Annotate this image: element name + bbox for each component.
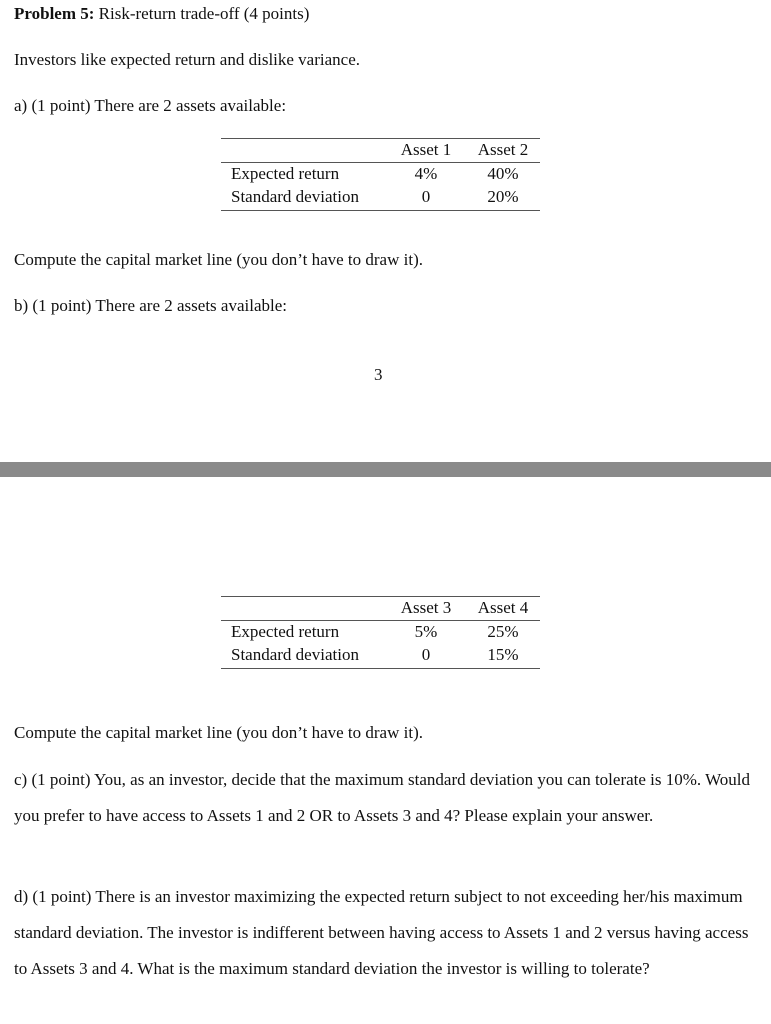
asset-table-a bbox=[221, 138, 540, 212]
part-a-prompt: a) (1 point) There are 2 assets available: bbox=[14, 96, 287, 115]
page-break-divider bbox=[0, 462, 771, 477]
asset-table-b bbox=[221, 596, 540, 670]
table-header-asset-2: Asset 2 bbox=[477, 140, 529, 159]
problem-label: Problem 5: bbox=[14, 4, 95, 23]
table-bottom-rule bbox=[221, 210, 540, 211]
page-number: 3 bbox=[374, 365, 383, 384]
part-b-question: Compute the capital market line (you don’t have to draw it). bbox=[14, 723, 423, 742]
cell-value: 20% bbox=[487, 187, 519, 206]
table-bottom-rule bbox=[221, 668, 540, 669]
table-header-rule bbox=[221, 162, 540, 163]
part-c-text: c) (1 point) You, as an investor, decide that the maximum standard deviation you can tolerate is 10%. Would you prefer to have access to Assets 1 and 2 OR to Assets 3 and 4? Please explain your answer. bbox=[14, 770, 751, 825]
cell-value: 25% bbox=[487, 622, 519, 641]
table-top-rule bbox=[221, 138, 540, 139]
problem-heading: Risk-return trade-off (4 points) bbox=[98, 4, 310, 23]
part-d-text: d) (1 point) There is an investor maximizing the expected return subject to not exceeding her/his maximum standard deviation. The investor is indifferent between having access to Assets 1 and 2 versus having access to Assets 3 and 4. What is the maximum standard deviation the investor is willing to tolerate? bbox=[14, 887, 749, 978]
cell-value: 40% bbox=[487, 164, 519, 183]
row-label-expected-return: Expected return bbox=[231, 164, 340, 183]
cell-value: 4% bbox=[414, 164, 438, 183]
cell-value: 0 bbox=[421, 645, 431, 664]
row-label-standard-deviation: Standard deviation bbox=[231, 645, 359, 664]
cell-value: 15% bbox=[487, 645, 519, 664]
cell-value: 5% bbox=[414, 622, 438, 641]
table-header-asset-1: Asset 1 bbox=[400, 140, 452, 159]
table-top-rule bbox=[221, 596, 540, 597]
table-header-asset-3: Asset 3 bbox=[400, 598, 452, 617]
part-b-prompt: b) (1 point) There are 2 assets available: bbox=[14, 296, 287, 315]
row-label-expected-return: Expected return bbox=[231, 622, 340, 641]
cell-value: 0 bbox=[421, 187, 431, 206]
problem-title bbox=[14, 4, 309, 24]
part-a-question: Compute the capital market line (you don’t have to draw it). bbox=[14, 250, 423, 269]
table-header-asset-4: Asset 4 bbox=[477, 598, 529, 617]
row-label-standard-deviation: Standard deviation bbox=[231, 187, 359, 206]
intro-text: Investors like expected return and dislike variance. bbox=[14, 50, 361, 69]
table-header-rule bbox=[221, 620, 540, 621]
